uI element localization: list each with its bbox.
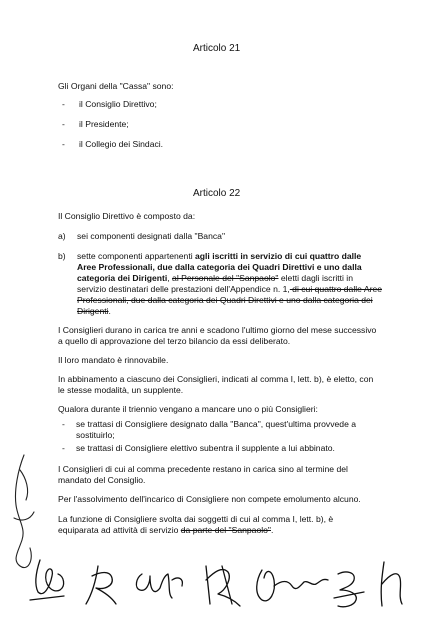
paragraph-supplente-line-1: In abbinamento a ciascuno dei Consiglieri, indicati al comma I, lett. b), è eletto, con — [58, 374, 374, 384]
item-a-marker: a) — [58, 231, 66, 241]
signature-6 — [334, 572, 364, 607]
list-item-collegio-sindaci: il Collegio dei Sindaci. — [79, 139, 164, 149]
item-b-line-3: categoria dei Dirigenti, al Personale del "Sanpaolo" eletti dagli iscritti in — [77, 273, 353, 283]
item-b-line-2: Aree Professionali, due dalla categoria dei Quadri Direttivi e uno dalla — [77, 262, 362, 272]
signature-2 — [86, 566, 116, 604]
item-b-line-6: Dirigenti. — [77, 306, 111, 316]
article-21-title: Articolo 21 — [193, 43, 241, 54]
qualora-item-1-line-1: se trattasi di Consigliere designato dalla "Banca", quest'ultima provvede a — [76, 419, 357, 429]
list-bullet: - — [62, 419, 65, 429]
qualora-item-1-line-2: sostituirlo; — [76, 430, 115, 440]
list-bullet: - — [62, 139, 65, 149]
signature-7 — [381, 562, 402, 606]
paragraph-emolumento: Per l'assolvimento dell'incarico di Consigliere non compete emolumento alcuno. — [58, 494, 361, 504]
list-bullet: - — [62, 443, 65, 453]
article-22-title: Articolo 22 — [193, 188, 241, 199]
list-item-presidente: il Presidente; — [79, 119, 129, 129]
paragraph-restano-line-1: I Consiglieri di cui al comma precedente restano in carica sino al termine del — [58, 464, 348, 474]
signature-1 — [30, 560, 64, 600]
paragraph-rinnovabile: Il loro mandato è rinnovabile. — [58, 355, 169, 365]
paragraph-funzione-line-1: La funzione di Consigliere svolta dai soggetti di cui al comma I, lett. b), è — [58, 514, 334, 524]
signature-3 — [136, 574, 182, 598]
item-a-text: sei componenti designati dalla "Banca" — [77, 231, 225, 241]
list-item-consiglio-direttivo: il Consiglio Direttivo; — [79, 99, 157, 109]
item-b-line-1: sette componenti appartenenti agli iscritti in servizio di cui quattro dalle — [77, 251, 362, 261]
item-b-marker: b) — [58, 251, 66, 261]
signature-4 — [206, 566, 240, 606]
paragraph-restano-line-2: mandato del Consiglio. — [58, 475, 146, 485]
article-21-intro: Gli Organi della "Cassa" sono: — [58, 81, 174, 91]
paragraph-qualora: Qualora durante il triennio vengano a mancare uno o più Consiglieri: — [58, 404, 318, 414]
signature-5 — [257, 570, 328, 601]
item-b-line-4: servizio destinatari delle prestazioni dell'Appendice n. 1, di cui quattro dalle Aree — [77, 284, 382, 294]
item-b-line-5: Professionali, due dalla categoria dei Quadri Direttivi e uno dalla categoria dei — [77, 295, 373, 305]
qualora-item-2: se trattasi di Consigliere elettivo subentra il supplente a lui abbinato. — [76, 443, 335, 453]
paragraph-funzione-line-2: equiparata ad attività di servizio da parte del "Sanpaolo". — [58, 525, 274, 535]
paragraph-supplente-line-2: le stesse modalità, un supplente. — [58, 385, 184, 395]
article-22-intro: Il Consiglio Direttivo è composto da: — [58, 211, 196, 221]
list-bullet: - — [62, 99, 65, 109]
list-bullet: - — [62, 119, 65, 129]
paragraph-durata-line-2: a quello di approvazione del terzo bilancio da essi deliberato. — [58, 336, 291, 346]
paragraph-durata-line-1: I Consiglieri durano in carica tre anni e scadono l'ultimo giorno del mese successivo — [58, 325, 377, 335]
